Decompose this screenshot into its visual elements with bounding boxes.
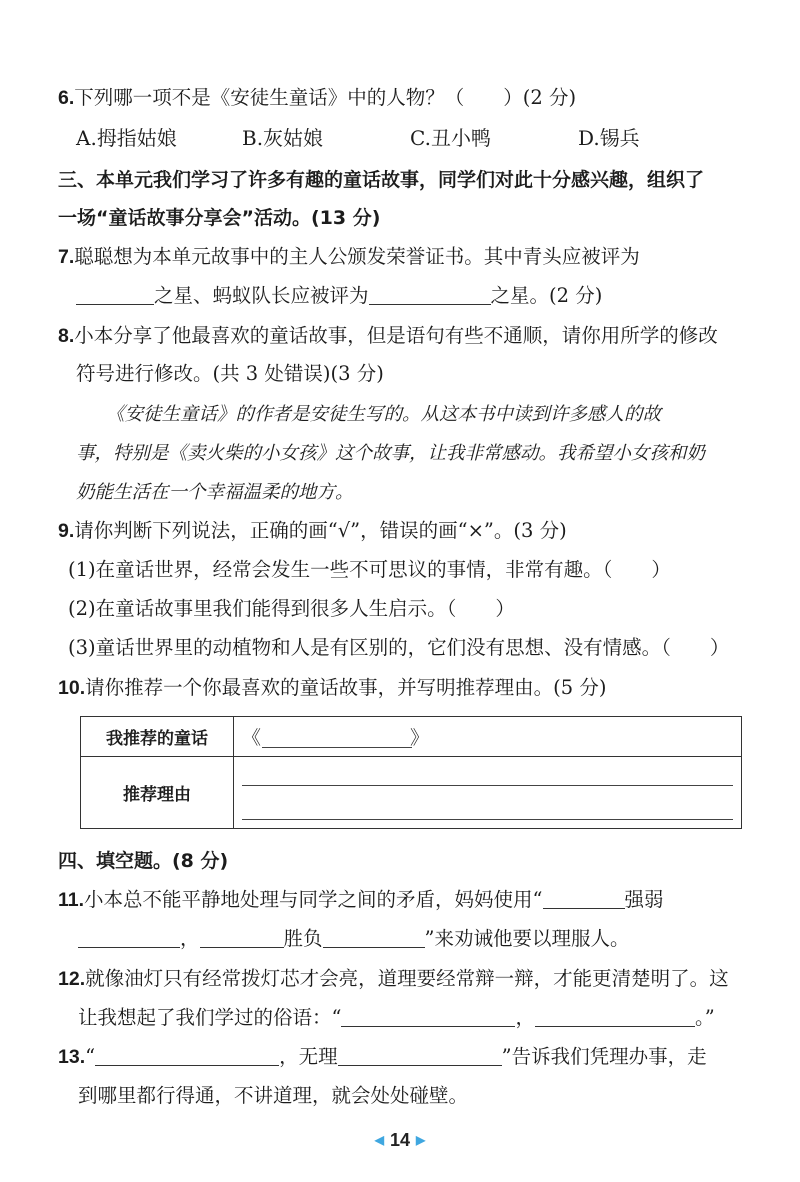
q9-question xyxy=(58,517,567,545)
q9-item-3[interactable]: (3)童话世界里的动植物和人是有区别的，它们没有思想、没有情感。（ ） xyxy=(68,636,730,659)
rec-open-quote: 《 xyxy=(242,727,262,749)
q13-line1-end: ”告诉我们凭理办事，走 xyxy=(501,1045,707,1068)
q13-open: “ xyxy=(85,1045,96,1068)
q13-mid: ，无理 xyxy=(279,1045,338,1068)
q12-line2-prefix: 让我想起了我们学过的俗语：“ xyxy=(78,1006,342,1029)
q7-end: 之星。(2 分) xyxy=(490,284,603,307)
q9-item-1[interactable]: (1)在童话世界，经常会发生一些不可思议的事情，非常有趣。（ ） xyxy=(68,558,671,581)
q11-blank-1[interactable] xyxy=(543,886,625,909)
recommendation-table xyxy=(80,716,742,829)
q12-question xyxy=(58,965,729,993)
q13-blank-2[interactable] xyxy=(338,1043,502,1066)
q6-option-c: C.丑小鸭 xyxy=(410,126,491,150)
q6-number: 6. xyxy=(58,87,75,109)
section3-heading-line2: 一场“童话故事分享会”活动。(13 分) xyxy=(58,207,381,229)
rec-story-cell[interactable] xyxy=(234,717,742,757)
q11-word2: 胜负 xyxy=(283,927,323,950)
rec-reason-line-2[interactable] xyxy=(242,819,733,820)
q8-number: 8. xyxy=(58,325,75,347)
q7-blank-1[interactable] xyxy=(76,282,154,305)
q11-end: ”来劝诫他要以理服人。 xyxy=(424,927,630,950)
q11-line1: 小本总不能平静地处理与同学之间的矛盾，妈妈使用“ xyxy=(84,888,543,911)
q12-number: 12. xyxy=(58,968,86,990)
q13-question xyxy=(58,1043,707,1071)
q6-option-a: A.拇指姑娘 xyxy=(76,126,177,150)
q13-line2: 到哪里都行得通，不讲道理，就会处处碰壁。 xyxy=(78,1084,469,1107)
q11-comma: ， xyxy=(180,927,200,950)
q8-passage-line3: 奶能生活在一个幸福温柔的地方。 xyxy=(76,482,354,503)
prev-page-icon[interactable]: ◀ xyxy=(374,1133,384,1147)
q8-passage-line1: 《安徒生童话》的作者是安徒生写的。从这本书中读到许多感人的故 xyxy=(106,404,662,425)
q6-question xyxy=(58,84,576,112)
q7-number: 7. xyxy=(58,246,75,268)
q8-line2: 符号进行修改。(共 3 处错误)(3 分) xyxy=(76,362,384,385)
q9-text: 请你判断下列说法，正确的画“√”，错误的画“×”。(3 分) xyxy=(74,519,567,542)
q7-line2 xyxy=(76,282,602,310)
q12-line2-comma: ， xyxy=(515,1006,535,1029)
q12-line2-end: 。” xyxy=(695,1006,715,1029)
q13-number: 13. xyxy=(58,1046,86,1068)
q11-number: 11. xyxy=(58,889,85,911)
q7-mid: 之星、蚂蚁队长应被评为 xyxy=(154,284,369,307)
page-footer xyxy=(0,1130,800,1151)
rec-title-blank[interactable] xyxy=(262,747,412,748)
q8-line1: 小本分享了他最喜欢的童话故事，但是语句有些不通顺，请你用所学的修改 xyxy=(74,324,718,347)
q12-blank-2[interactable] xyxy=(535,1004,695,1027)
q9-item-2[interactable]: (2)在童话故事里我们能得到很多人生启示。（ ） xyxy=(68,597,515,620)
q13-blank-1[interactable] xyxy=(95,1043,279,1066)
q6-option-d: D.锡兵 xyxy=(578,126,640,150)
next-page-icon[interactable]: ▶ xyxy=(416,1133,426,1147)
q11-blank-3[interactable] xyxy=(200,925,284,948)
q12-line1: 就像油灯只有经常拨灯芯才会亮，道理要经常辩一辩，才能更清楚明了。这 xyxy=(85,967,729,990)
q11-blank-2[interactable] xyxy=(78,925,180,948)
q11-word1: 强弱 xyxy=(624,888,664,911)
rec-close-quote: 》 xyxy=(410,727,430,749)
q10-question xyxy=(58,674,606,702)
q6-option-b: B.灰姑娘 xyxy=(242,126,324,150)
q11-line2 xyxy=(78,925,630,953)
q7-question xyxy=(58,243,640,271)
rec-reason-cell[interactable] xyxy=(234,757,742,829)
q12-blank-1[interactable] xyxy=(341,1004,515,1027)
q7-line1: 聪聪想为本单元故事中的主人公颁发荣誉证书。其中青头应被评为 xyxy=(74,245,640,268)
q8-question xyxy=(58,322,718,350)
page-number: 14 xyxy=(389,1130,411,1150)
q12-line2 xyxy=(78,1004,715,1032)
q8-passage-line2: 事，特别是《卖火柴的小女孩》这个故事，让我非常感动。我希望小女孩和奶 xyxy=(76,443,706,464)
rec-label-story: 我推荐的童话 xyxy=(81,717,234,757)
q10-text: 请你推荐一个你最喜欢的童话故事，并写明推荐理由。(5 分) xyxy=(85,676,607,699)
section3-heading-line1: 三、本单元我们学习了许多有趣的童话故事，同学们对此十分感兴趣，组织了 xyxy=(58,169,705,191)
q11-question xyxy=(58,886,664,914)
q10-number: 10. xyxy=(58,677,86,699)
rec-label-reason: 推荐理由 xyxy=(81,757,234,829)
q9-number: 9. xyxy=(58,520,75,542)
rec-reason-line-1[interactable] xyxy=(242,785,733,786)
q6-text: 下列哪一项不是《安徒生童话》中的人物？（ ）(2 分) xyxy=(74,86,577,109)
q7-blank-2[interactable] xyxy=(369,282,491,305)
section4-heading: 四、填空题。(8 分) xyxy=(58,850,229,872)
q11-blank-4[interactable] xyxy=(323,925,425,948)
